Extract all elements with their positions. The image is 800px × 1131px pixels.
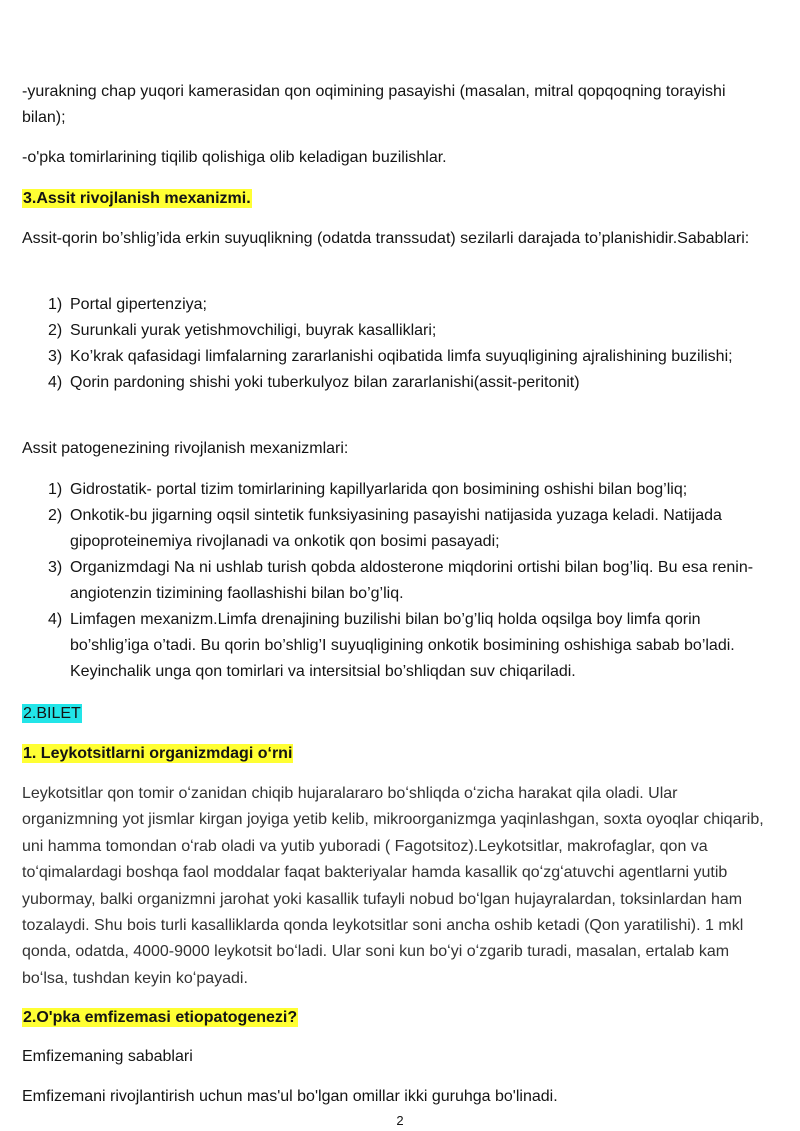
list-item-text: Gidrostatik- portal tizim tomirlarining kapillyarlarida qon bosimining oshishi bilan bog’liq; xyxy=(70,481,688,498)
heading-leukocytes xyxy=(22,741,772,767)
paragraph-mitral: -yurakning chap yuqori kamerasidan qon oqimining pasayishi (masalan, mitral qopqoqning torayishi bilan); xyxy=(22,83,726,126)
list-item-number: 4) xyxy=(48,374,63,391)
bilet-label xyxy=(22,701,772,727)
paragraph-leukocytes: Leykotsitlar qon tomir oʻzanidan chiqib hujaralararo boʻshliqda oʻzicha harakat qila oladi. Ular organizmning yot jismlar kirgan joyiga yetib kelib, mikroorganizmga yaqinlashgan, soxta oyoqlar chiqarib, uni hamma tomondan oʻrab oladi va yutib yuboradi ( Fagotsitoz).Leykotsitlar, makrofaglar, qon va toʻqimalardagi boshqa faol moddalar faqat bakteriyalar hamda kasallik qoʻzgʻatuvchi agentlarni yutib yubormay, balki organizmni jarohat yoki kasallik tufayli nobud boʻlgan hujayralardan, toksinlardan ham tozalaydi. Shu bois turli kasalliklarda qonda leykotsitlar soni ancha oshib ketadi (Qon yaratilishi). 1 mkl qonda, odatda, 4000-9000 leykotsit boʻladi. Ular soni kun boʻyi oʻzgarib turadi, masalan, ertalab kam boʻlsa, tushdan keyin koʻpayadi. xyxy=(22,785,764,987)
list-item-text: Limfagen mexanizm.Limfa drenajining buzilishi bilan bo’g’liq holda oqsilga boy limfa qorin bo’shlig’iga o’tadi. Bu qorin bo’shlig’I suyuqligining onkotik bosimining oshishiga sabab bo’ladi. Keyinchalik unga qon tomirlari va intersitsial bo’shliqdan suv chiqariladi. xyxy=(70,611,735,680)
paragraph-ascites-definition: Assit-qorin bo’shlig’ida erkin suyuqlikning (odatda transsudat) sezilarli darajada to’planishidir.Sabablari: xyxy=(22,230,750,247)
list-item xyxy=(22,292,777,318)
list-item xyxy=(22,370,777,396)
paragraph-pulmonary: -o'pka tomirlarining tiqilib qolishiga olib keladigan buzilishlar. xyxy=(22,149,447,166)
mechanisms-list xyxy=(22,477,777,685)
heading-ascites-mechanism-text: 3.Assit rivojlanish mexanizmi. xyxy=(23,190,251,207)
heading-emphysema-text: 2.O'pka emfizemasi etiopatogenezi? xyxy=(23,1009,298,1026)
list-item-number: 1) xyxy=(48,481,63,498)
list-item-number: 3) xyxy=(48,559,63,576)
list-item-number: 4) xyxy=(48,611,63,628)
page-number: 2 xyxy=(396,1113,404,1128)
list-item xyxy=(22,503,777,555)
list-item-text: Qorin pardoning shishi yoki tuberkulyoz bilan zararlanishi(assit-peritonit) xyxy=(70,374,580,391)
heading-ascites-mechanism xyxy=(22,186,772,212)
bilet-label-text: 2.BILET xyxy=(23,705,81,722)
paragraph-pathogenesis-intro: Assit patogenezining rivojlanish mexanizmlari: xyxy=(22,440,349,457)
list-item-text: Portal gipertenziya; xyxy=(70,296,207,313)
paragraph-emphysema-factors: Emfizemani rivojlantirish uchun mas'ul bo'lgan omillar ikki guruhga bo'linadi. xyxy=(22,1088,558,1105)
list-item xyxy=(22,607,777,685)
list-item-text: Ko’krak qafasidagi limfalarning zararlanishi oqibatida limfa suyuqligining ajralishining buzilishi; xyxy=(70,348,733,365)
list-item xyxy=(22,318,777,344)
list-item xyxy=(22,477,777,503)
list-item-text: Onkotik-bu jigarning oqsil sintetik funksiyasining pasayishi natijasida yuzaga keladi. Natijada gipoproteinemiya rivojlanadi va onkotik qon bosimi pasayadi; xyxy=(70,507,722,550)
paragraph-emphysema-causes: Emfizemaning sabablari xyxy=(22,1048,193,1065)
heading-emphysema xyxy=(22,1005,772,1031)
list-item-number: 1) xyxy=(48,296,63,313)
list-item-number: 2) xyxy=(48,507,63,524)
list-item-text: Surunkali yurak yetishmovchiligi, buyrak kasalliklari; xyxy=(70,322,437,339)
heading-leukocytes-text: 1. Leykotsitlarni organizmdagi oʻrni xyxy=(23,745,293,762)
list-item-text: Organizmdagi Na ni ushlab turish qobda aldosterone miqdorini ortishi bilan bog’liq. Bu esa renin-angiotenzin tizimining faollashishi bilan bo’g’liq. xyxy=(70,559,754,602)
list-item-number: 3) xyxy=(48,348,63,365)
list-item xyxy=(22,344,777,370)
list-item xyxy=(22,555,777,607)
list-item-number: 2) xyxy=(48,322,63,339)
causes-list xyxy=(22,292,777,396)
